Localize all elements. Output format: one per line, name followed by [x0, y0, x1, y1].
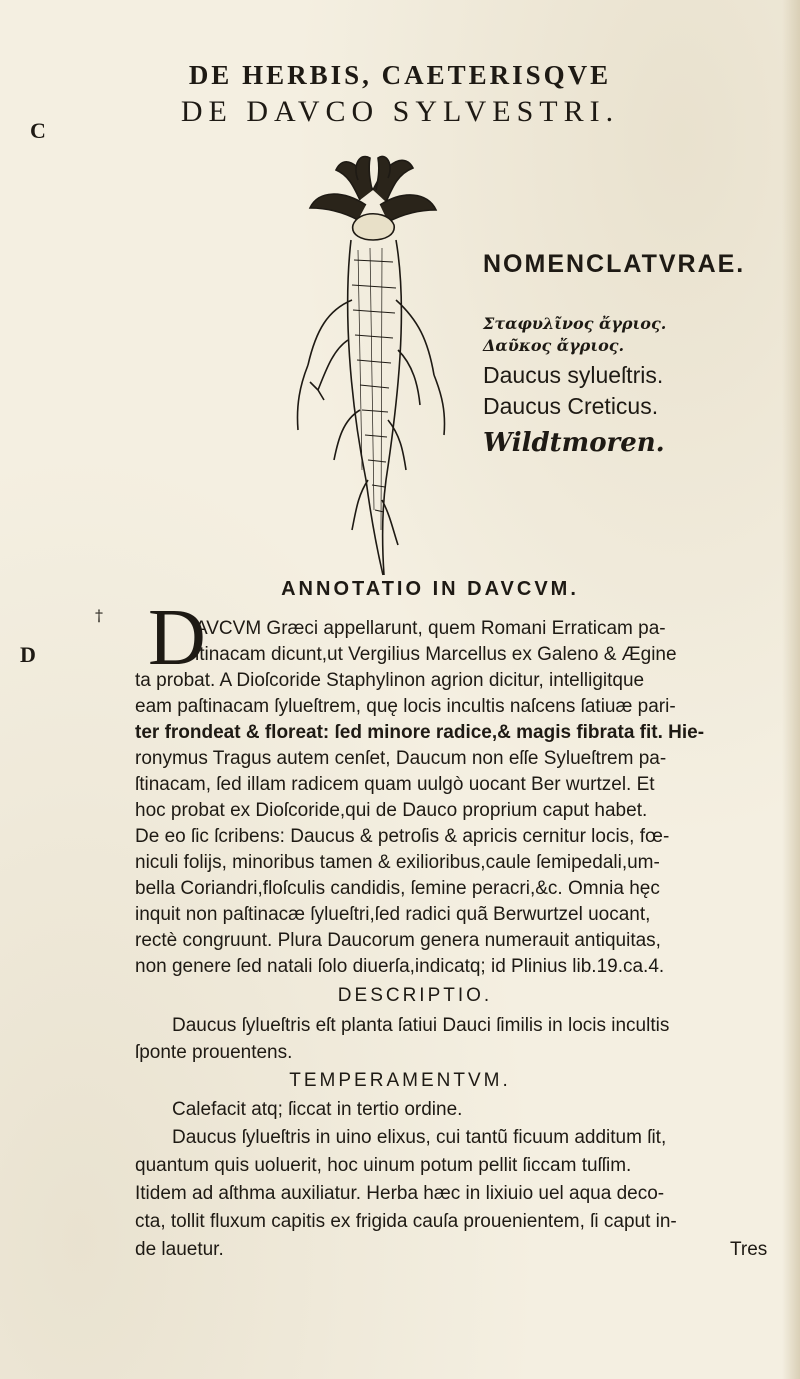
- margin-mark-top: C: [30, 118, 46, 143]
- text-line: ſponte prouentens.: [135, 1042, 293, 1063]
- annotation-title: ANNOTATIO IN DAVCVM.: [281, 578, 579, 600]
- greek-name: Δαῦκος ἄγριος.: [483, 336, 625, 355]
- text-line: bella Coriandri,floſculis candidis, ſemine peracri,&c. Omnia hęc: [135, 878, 660, 899]
- running-header: DE HERBIS, CAETERISQVE: [188, 60, 612, 90]
- text-line: de lauetur.: [135, 1239, 224, 1260]
- german-name: Wildtmoren.: [483, 428, 665, 458]
- text-line: ronymus Tragus autem cenſet, Daucum non eſſe Sylueſtrem pa-: [135, 748, 667, 769]
- greek-name: Σταφυλῖνος ἄγριος.: [483, 314, 667, 333]
- temperamentum-title: TEMPERAMENTVM.: [289, 1070, 511, 1091]
- text-line: Itidem ad aſthma auxiliatur. Herba hæc in lixiuio uel aqua deco-: [135, 1183, 665, 1204]
- nomenclature-title: NOMENCLATVRAE.: [483, 250, 746, 278]
- text-line: Daucus ſylueſtris eſt planta ſatiui Dauci ſimilis in locis incultis: [172, 1015, 670, 1036]
- text-line: hoc probat ex Dioſcoride,qui de Dauco proprium caput habet.: [135, 800, 648, 821]
- descriptio-title: DESCRIPTIO.: [337, 985, 493, 1006]
- text-line: inquit non paſtinacæ ſylueſtri,ſed radici quã Berwurtzel uocant,: [135, 904, 651, 925]
- text-line: non genere ſed natali ſolo diuerſa,indicatq; id Plinius lib.19.ca.4.: [135, 956, 665, 977]
- drop-cap: D: [148, 594, 206, 682]
- latin-name: Daucus sylueſtris.: [483, 362, 664, 388]
- text-line: cta, tollit fluxum capitis ex frigida cauſa prouenientem, ſi caput in-: [135, 1211, 677, 1232]
- text-line: Calefacit atq; ſiccat in tertio ordine.: [172, 1099, 463, 1120]
- text-line: De eo ſic ſcribens: Daucus & petroſis & apricis cernitur locis, fœ-: [135, 826, 670, 847]
- latin-name: Daucus Creticus.: [483, 393, 659, 419]
- margin-mark-stray: †: [95, 606, 103, 625]
- text-line: rectè congruunt. Plura Daucorum genera numerauit antiquitas,: [135, 930, 661, 951]
- text-line: niculi folijs, minoribus tamen & exilioribus,caule ſemipedali,um-: [135, 852, 660, 873]
- text-line: quantum quis uoluerit, hoc uinum potum pellit ſiccam tuſſim.: [135, 1155, 632, 1176]
- text-line: ſtinacam, ſed illam radicem quam uulgò uocant Ber wurtzel. Et: [135, 774, 655, 795]
- text-line: ſtinacam dicunt,ut Vergilius Marcellus ex Galeno & Ægine: [195, 644, 677, 665]
- text-line: ter frondeat & floreat: ſed minore radice,& magis fibrata fit. Hie-: [135, 722, 705, 743]
- carrot-plant-woodcut: [248, 150, 498, 580]
- text-line: Daucus ſylueſtris in uino elixus, cui tantũ ficuum additum ſit,: [172, 1127, 667, 1148]
- margin-mark-middle: D: [20, 642, 36, 667]
- text-line: AVCVM Græci appellarunt, quem Romani Erraticam pa-: [195, 618, 666, 639]
- text-line: ta probat. A Dioſcoride Staphylinon agrion dicitur, intelligitque: [135, 670, 645, 691]
- chapter-title: DE DAVCO SYLVESTRI.: [180, 95, 620, 128]
- text-line: eam paſtinacam ſylueſtrem, quę locis incultis naſcens ſatiuæ pari-: [135, 696, 676, 717]
- catchword: Tres: [730, 1239, 768, 1260]
- page-edge: [782, 0, 800, 1379]
